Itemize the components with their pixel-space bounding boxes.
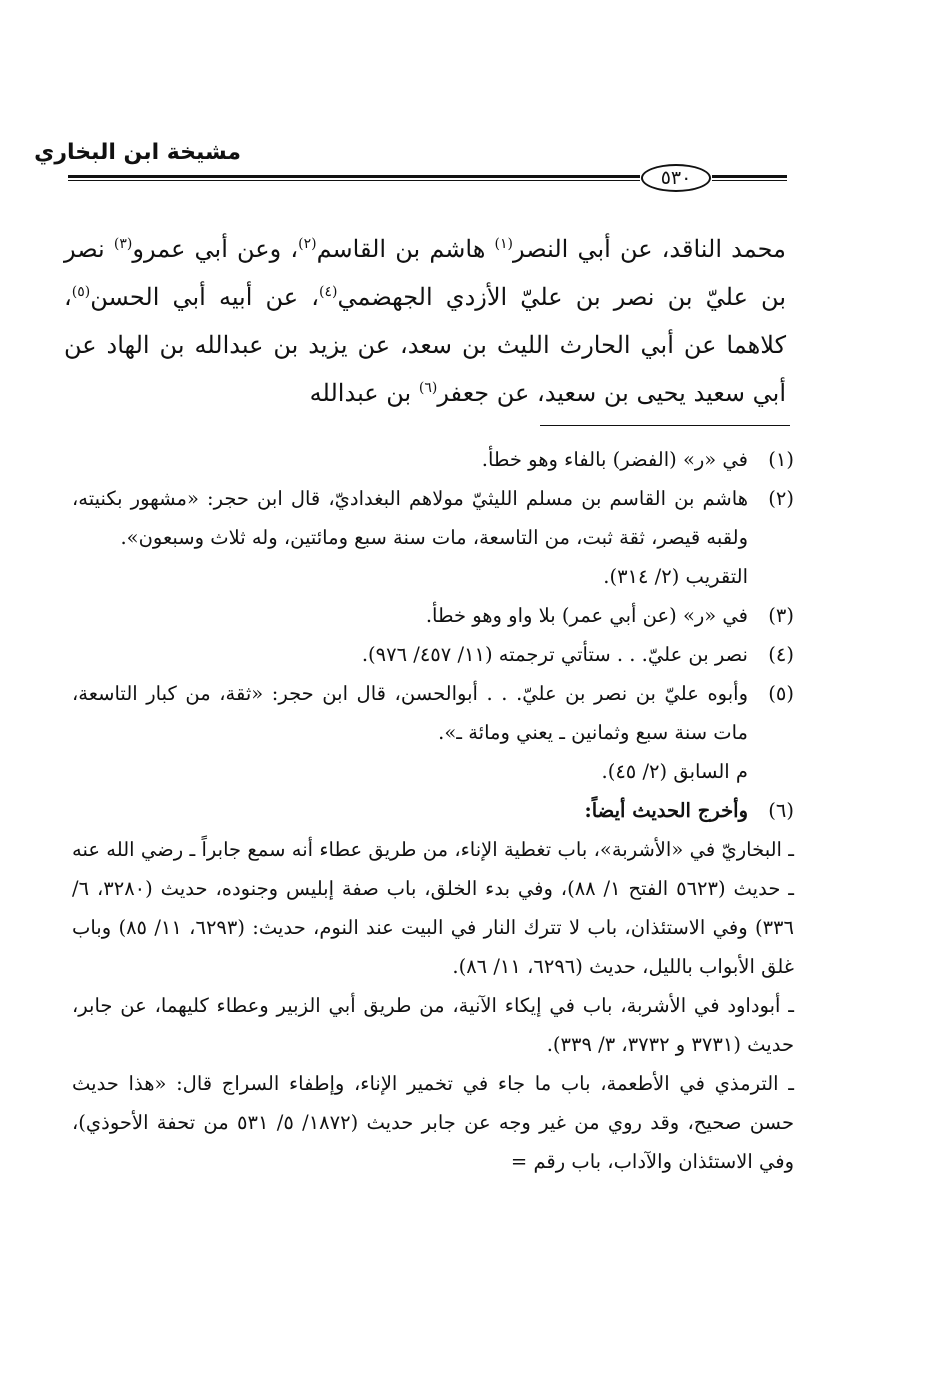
header-rule-left [68, 175, 640, 182]
footnote-number: (١) [768, 448, 794, 471]
footnote-text: في «ر» (عن أبي عمر) بلا واو وهو خطأ. [425, 604, 748, 627]
header-rule-right [712, 175, 787, 182]
text-segment: ، وعن أبي عمرو [132, 235, 299, 263]
footnote-5 [72, 674, 794, 791]
footnote-text: هاشم بن القاسم بن مسلم الليثيّ مولاهم البغداديّ، قال ابن حجر: «مشهور بكنيته، ولقبه قيصر، ثقة ثبت، من التاسعة، مات سنة سبع ومائتين، وله ثلاث وسبعون». [72, 487, 748, 549]
footnote-source: التقريب (٢/ ٣١٤). [603, 565, 748, 588]
footnote-number: (٢) [768, 487, 794, 510]
main-paragraph [64, 225, 786, 417]
main-text [64, 225, 786, 417]
text-segment: هاشم بن القاسم [316, 235, 495, 263]
footnote-6-paragraph: ـ الترمذي في الأطعمة، باب ما جاء في تخمير الإناء، وإطفاء السراج قال: «هذا حديث حسن صحيح، وقد روي من غير وجه عن جابر حديث (١٨٧٢/ ٥/ ٥٣١ من تحفة الأحوذي)، وفي الاستئذان والآداب، باب رقم = [72, 1072, 795, 1173]
running-header-title: مشيخة ابن البخاري [34, 140, 241, 165]
footnote-6 [72, 791, 794, 830]
text-segment: بن عبدالله [309, 379, 419, 407]
footnote-1 [72, 440, 794, 479]
footnote-6-paragraph: ـ البخاريّ في «الأشربة»، باب تغطية الإناء، من طريق عطاء أنه سمع جابراً ـ رضي الله عنه ـ حديث (٥٦٢٣ الفتح ١/ ٨٨)، وفي بدء الخلق، باب صفة إبليس وجنوده، حديث (٣٢٨٠، ٦/ ٣٣٦) وفي الاستئذان، باب لا تترك النار في البيت عند النوم، حديث: (٦٢٩٣، ١١/ ٨٥) وباب غلق الأبواب بالليل، حديث (٦٢٩٦، ١١/ ٨٦). [72, 838, 794, 978]
footnote-text: في «ر» (الفضر) بالفاء وهو خطأ. [481, 448, 748, 471]
footnote-number: (٥) [768, 682, 794, 705]
text-segment: ، كلاهما عن أبي الحارث الليث بن سعد، عن يزيد بن عبدالله بن الهاد عن أبي سعيد يحيى بن سعيد، عن جعفر [64, 283, 786, 407]
footnote-marker: (٥) [71, 284, 91, 300]
footnote-text: نصر بن عليّ. . . ستأتي ترجمته (١١/ ٤٥٧/ ٩٧٦). [361, 643, 748, 666]
footnote-marker: (٦) [418, 380, 438, 396]
footnote-2 [72, 479, 794, 596]
footnote-text: وأبوه عليّ بن نصر بن عليّ. . . أبوالحسن، قال ابن حجر: «ثقة، من كبار التاسعة، مات سنة سبع وثمانين ـ يعني ومائة ـ». [72, 682, 748, 744]
page-number: ٥٣٠ [641, 164, 711, 192]
text-segment: ، عن أبيه أبي الحسن [90, 283, 319, 311]
footnote-number: (٤) [768, 643, 794, 666]
footnote-number: (٣) [768, 604, 794, 627]
footnote-3 [72, 596, 794, 635]
footnote-6-paragraph: ـ أبوداود في الأشربة، باب في إيكاء الآنية، من طريق أبي الزبير وعطاء كليهما، عن جابر، حديث (٣٧٣١ و ٣٧٣٢، ٣/ ٣٣٩). [72, 994, 794, 1056]
footnote-source: م السابق (٢/ ٤٥). [601, 760, 748, 783]
footnote-marker: (١) [494, 236, 514, 252]
footnote-4 [72, 635, 794, 674]
footnote-marker: (٤) [318, 284, 338, 300]
footnote-marker: (٢) [298, 236, 317, 252]
footnotes [72, 440, 794, 1181]
footnote-marker: (٣) [113, 236, 133, 252]
footnote-number: (٦) [768, 799, 794, 822]
text-segment: محمد الناقد، عن أبي النصر [513, 235, 786, 263]
footnote-heading: وأخرج الحديث أيضاً: [584, 799, 748, 822]
footnote-separator [540, 425, 790, 426]
text-segment: نصر بن عليّ بن نصر بن عليّ الأزدي الجهضمي [64, 235, 786, 311]
